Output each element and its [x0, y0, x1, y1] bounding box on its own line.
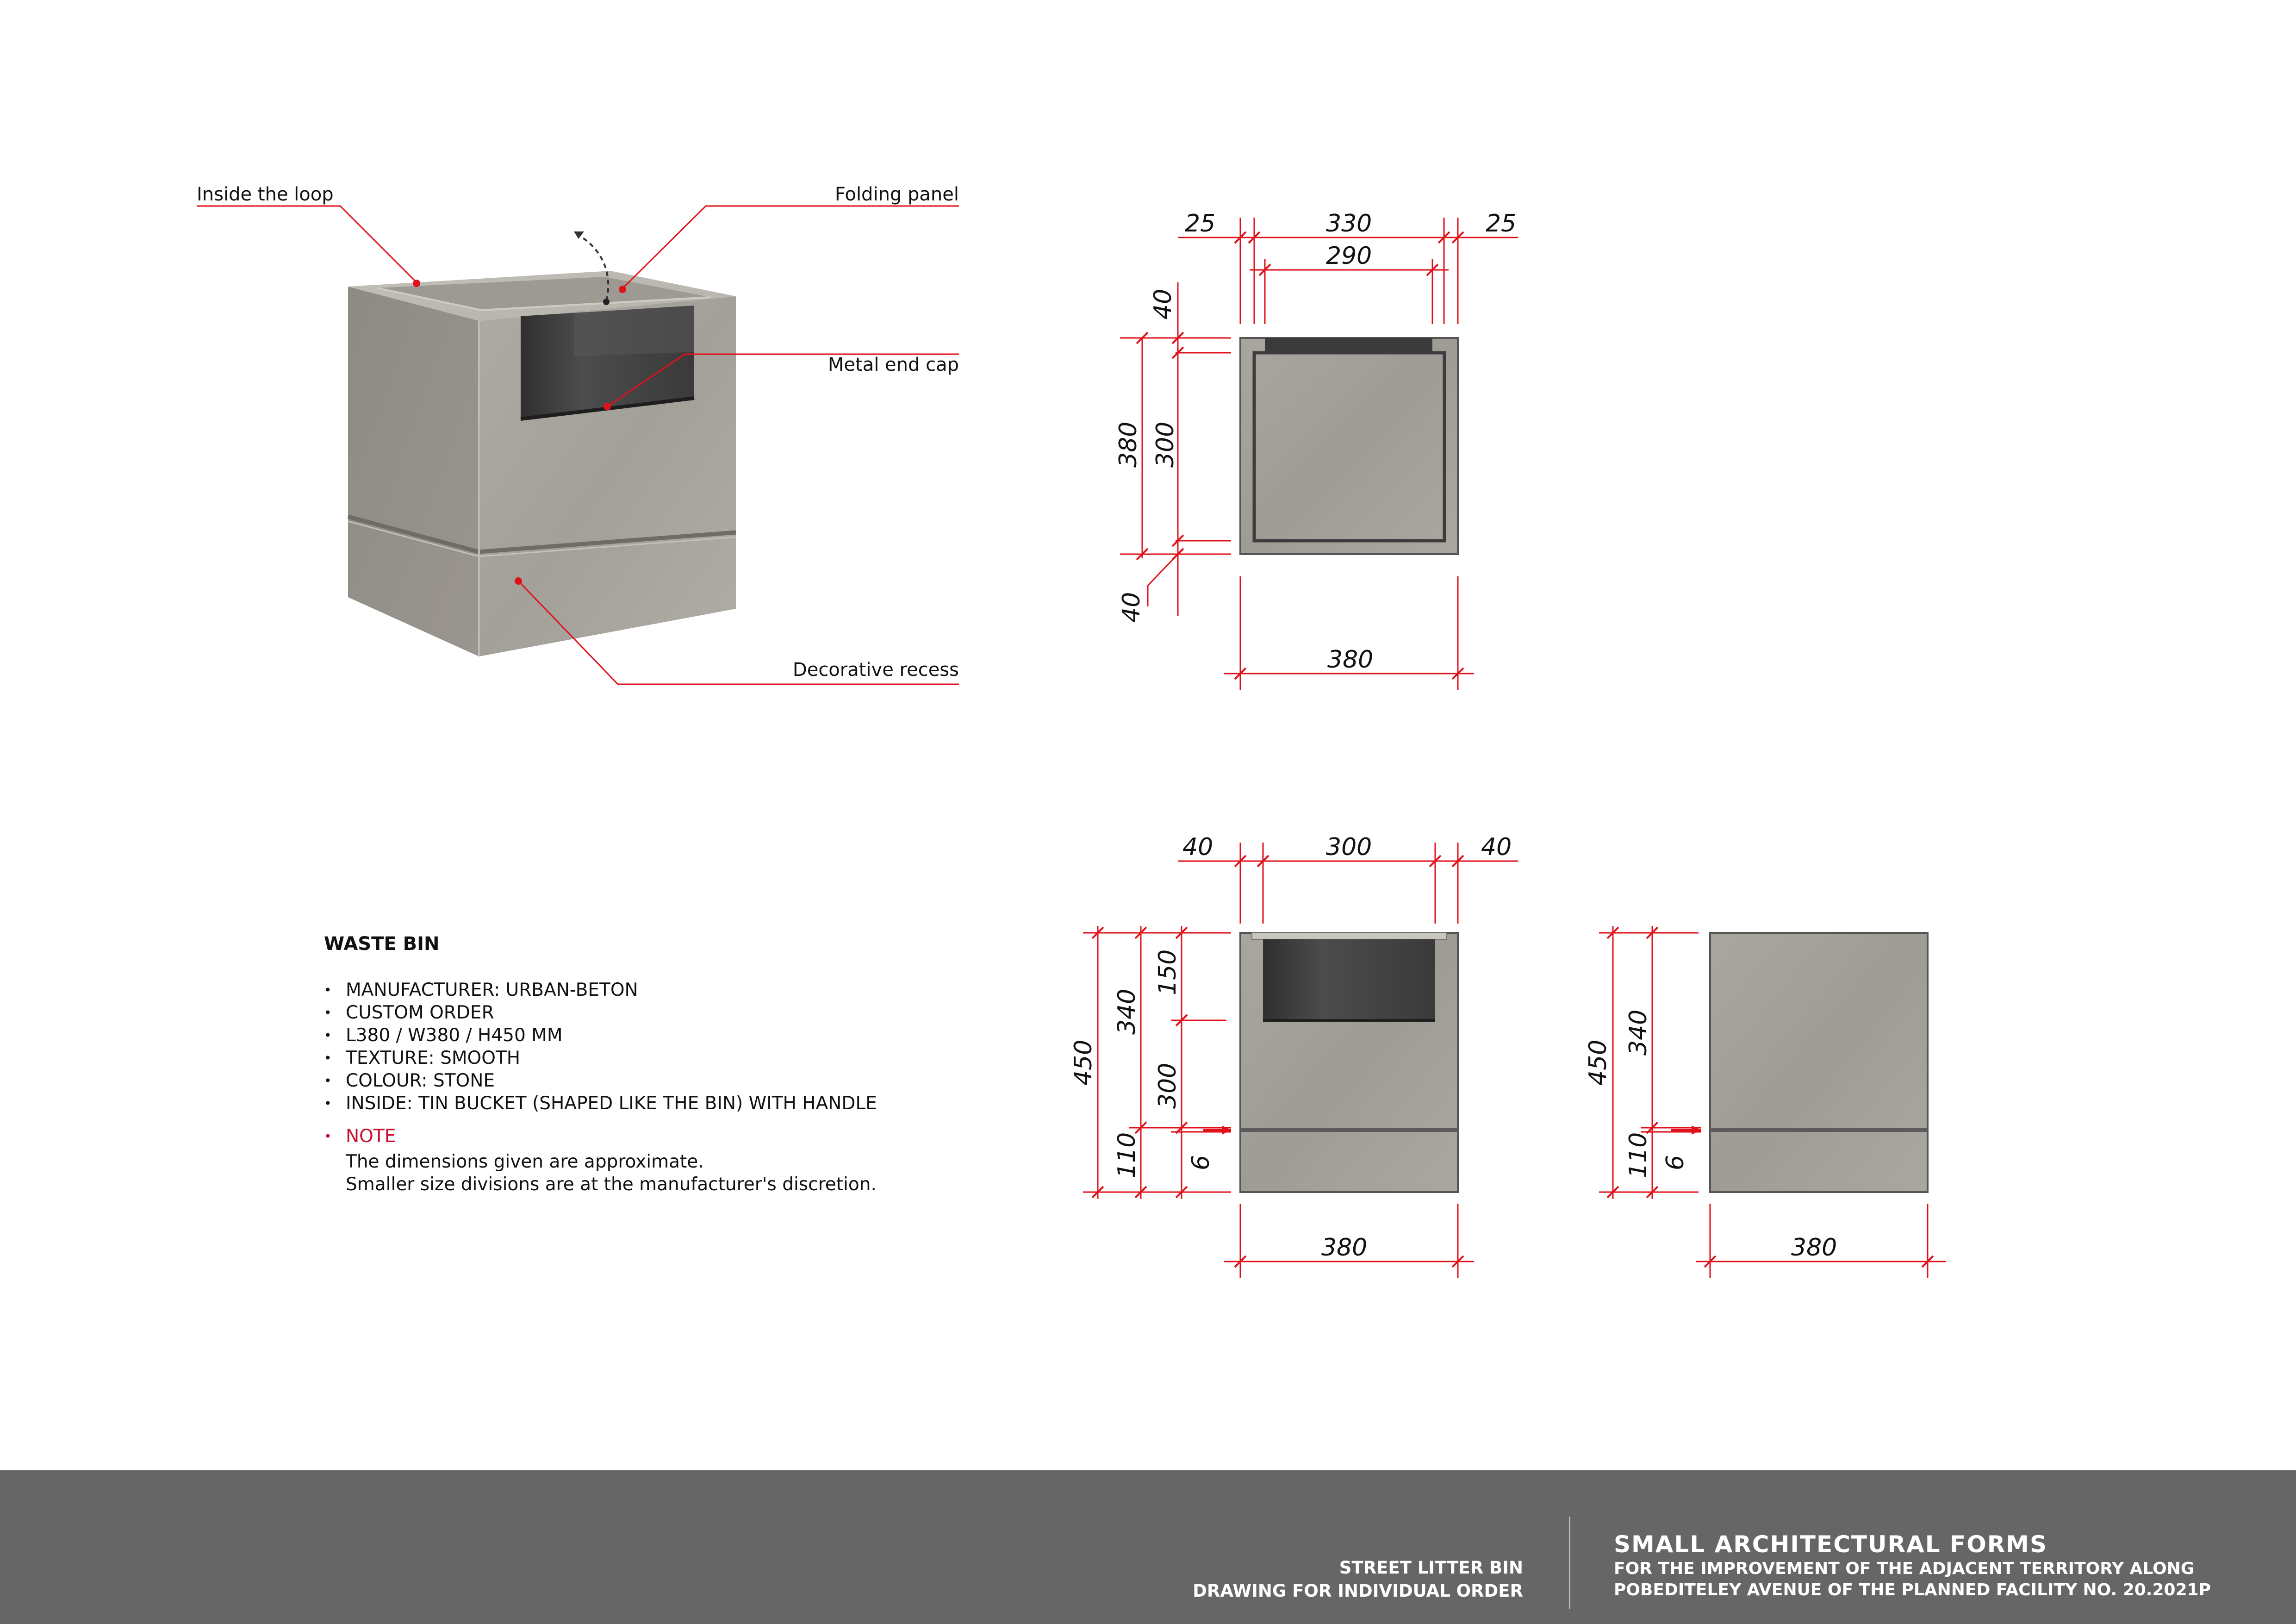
spec-block: [324, 933, 1018, 1196]
front-dim-left: 40: [1182, 833, 1213, 861]
side-dim-width: 380: [1791, 1234, 1837, 1262]
front-view: [1240, 933, 1458, 1192]
side-view-body: [1710, 933, 1928, 1192]
front-dim-body: 340: [1113, 988, 1141, 1035]
side-dim-groove: 6: [1661, 1155, 1689, 1170]
plan-dim-width: 330: [1326, 210, 1372, 237]
front-dim-width: 380: [1321, 1234, 1368, 1262]
plan-view-metal-cap: [1265, 338, 1432, 352]
side-dim-height: 450: [1584, 1039, 1612, 1086]
front-dim-lower: 300: [1154, 1062, 1182, 1109]
spec-title: WASTE BIN: [324, 933, 440, 955]
callout-metal-end-cap: Metal end cap: [828, 354, 959, 375]
side-view-recess: [1710, 1128, 1928, 1132]
note-text: [324, 1150, 1018, 1196]
plan-view: [1240, 338, 1458, 554]
plan-dim-overall: 380: [1327, 646, 1374, 674]
project-sub-line1: FOR THE IMPROVEMENT OF THE ADJACENT TERRITORY ALONG: [1614, 1559, 2195, 1578]
front-dim-base: 110: [1113, 1132, 1141, 1178]
plan-dim-inner: 290: [1326, 242, 1372, 270]
plan-dim-top-band: 40: [1149, 288, 1177, 319]
plan-dim-right-margin: 25: [1486, 210, 1517, 237]
side-dim-base: 110: [1624, 1132, 1652, 1178]
front-dim-height: 450: [1070, 1039, 1097, 1086]
drawing-title: [1193, 1556, 1523, 1603]
spec-item: • TEXTURE: SMOOTH: [324, 1047, 1018, 1069]
side-view: [1710, 933, 1928, 1192]
spec-item: • L380 / W380 / H450 MM: [324, 1024, 1018, 1047]
front-view-rim: [1252, 933, 1446, 939]
spec-item: • CUSTOM ORDER: [324, 1001, 1018, 1024]
plan-dim-inner-depth: 300: [1151, 421, 1179, 468]
front-view-recess: [1240, 1128, 1458, 1132]
plan-dim-left-margin: 25: [1185, 210, 1216, 237]
project-sub-line2: POBEDITELEY AVENUE OF THE PLANNED FACILITY NO. 20.2021P: [1614, 1580, 2211, 1599]
bin-side-face: [348, 287, 479, 656]
spec-item: • MANUFACTURER: URBAN-BETON: [324, 979, 1018, 1001]
front-dim-opening: 300: [1326, 833, 1372, 861]
note-line: The dimensions given are approximate.: [346, 1151, 704, 1172]
title-block-footer: [0, 1470, 2296, 1624]
drawing-title-line2: DRAWING FOR INDIVIDUAL ORDER: [1193, 1581, 1523, 1601]
plan-dim-depth: 380: [1114, 421, 1142, 468]
spec-list: [324, 979, 1018, 1115]
footer-divider: [1569, 1517, 1570, 1609]
bin-3d-render: [348, 231, 736, 656]
note-line: Smaller size divisions are at the manufacturer's discretion.: [346, 1174, 877, 1195]
side-dim-body: 340: [1624, 1009, 1652, 1056]
front-view-metal-opening: [1263, 939, 1435, 1020]
front-dim-opening-height: 150: [1154, 949, 1182, 995]
front-dim-groove: 6: [1187, 1155, 1215, 1170]
callout-inside-loop: Inside the loop: [197, 184, 334, 205]
callout-decorative-recess: Decorative recess: [792, 659, 959, 681]
callout-folding-panel: Folding panel: [834, 184, 959, 205]
spec-item: • COLOUR: STONE: [324, 1069, 1018, 1092]
drawing-title-line1: STREET LITTER BIN: [1339, 1558, 1523, 1578]
spec-item: • INSIDE: TIN BUCKET (SHAPED LIKE THE BIN) WITH HANDLE: [324, 1092, 1018, 1115]
front-dim-right: 40: [1481, 833, 1512, 861]
plan-view-body: [1240, 338, 1458, 554]
project-title: [1614, 1530, 2211, 1601]
plan-dim-bottom-band: 40: [1118, 592, 1145, 623]
note-label: • NOTE: [324, 1125, 1018, 1148]
project-heading: SMALL ARCHITECTURAL FORMS: [1614, 1531, 2047, 1558]
